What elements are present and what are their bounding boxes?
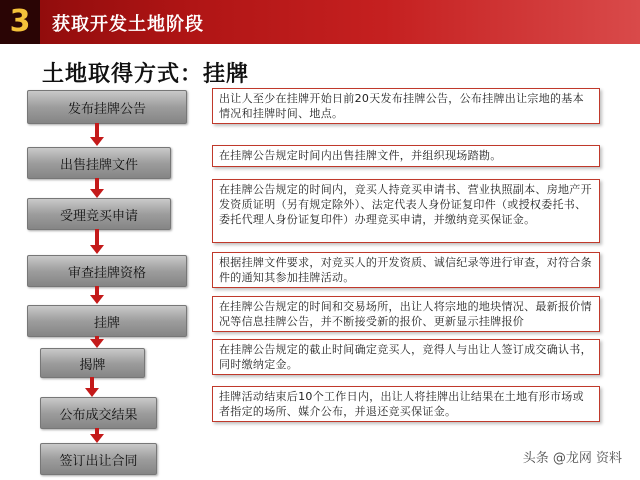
section-number: 3 (9, 4, 31, 39)
section-number-badge (0, 0, 40, 44)
page-title: 土地取得方式：挂牌 (42, 62, 250, 87)
desc-publish-result: 挂牌活动结束后10个工作日内，出让人将挂牌出让结果在土地有形市场或者指定的场所、媒介公布，并退还竞买保证金。 (212, 386, 600, 422)
desc-delisting: 在挂牌公告规定的截止时间确定竞买人，竞得人与出让人签订成交确认书，同时缴纳定金。 (212, 339, 600, 375)
step-publish-result: 公布成交结果 (40, 397, 157, 429)
step-sell-documents: 出售挂牌文件 (27, 147, 171, 179)
header-bar (0, 0, 640, 44)
desc-sell-documents: 在挂牌公告规定时间内出售挂牌文件，并组织现场踏勘。 (212, 145, 600, 167)
desc-publish-notice: 出让人至少在挂牌开始日前20天发布挂牌公告，公布挂牌出让宗地的基本情况和挂牌时间、地点。 (212, 88, 600, 124)
header-title: 获取开发土地阶段 (52, 14, 204, 35)
desc-listing: 在挂牌公告规定的时间和交易场所，出让人将宗地的地块情况、最新报价情况等信息挂牌公告，并不断接受新的报价、更新显示挂牌报价 (212, 296, 600, 332)
desc-accept-application: 在挂牌公告规定的时间内，竞买人持竞买申请书、营业执照副本、房地产开发资质证明（另有规定除外）、法定代表人身份证复印件（或授权委托书、委托代理人身份证复印件）办理竞买申请，并缴纳竞买保证金。 (212, 179, 600, 243)
step-publish-notice: 发布挂牌公告 (27, 90, 187, 124)
desc-review-qualification: 根据挂牌文件要求，对竞买人的开发资质、诚信纪录等进行审查，对符合条件的通知其参加挂牌活动。 (212, 252, 600, 288)
step-review-qualification: 审查挂牌资格 (27, 255, 187, 287)
step-listing: 挂牌 (27, 305, 187, 337)
step-accept-application: 受理竞买申请 (27, 198, 171, 230)
step-delisting: 揭牌 (40, 348, 145, 378)
step-sign-contract: 签订出让合同 (40, 443, 157, 475)
watermark: 头条 @龙网 资料 (522, 451, 622, 466)
